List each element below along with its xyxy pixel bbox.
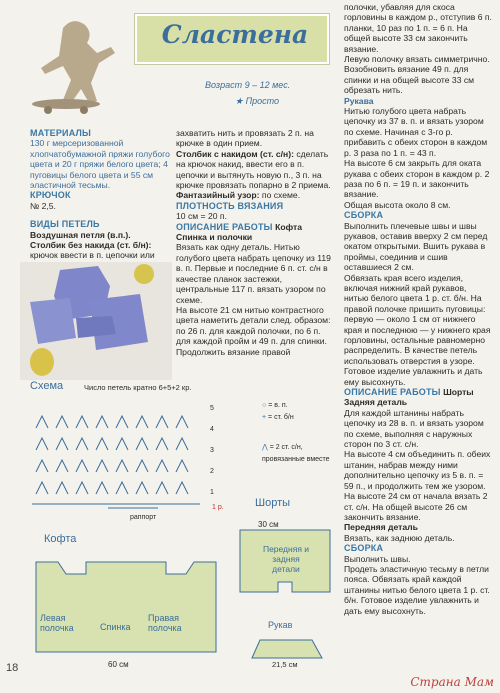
desc-heading: ОПИСАНИЕ РАБОТЫ	[176, 221, 273, 232]
loop-stbn: Столбик без накида (ст. б/н):	[30, 240, 152, 251]
right-p8: На высоте 4 см объединить п. обеих штанин, набрав между ними дополнительно цепочку из 5 в. п. = 59 п., и продолжить тем же узором. На высоте 24 см от начала вязать 2 ст. с/н. На общей высоте 26 см закончить вязание.	[344, 449, 491, 522]
right-p10: Выполнить швы.	[344, 553, 411, 564]
scheme-note: Число петель кратно 6+5+2 кр.	[84, 383, 192, 392]
right-p4b: Общая высота около 8 см.	[344, 199, 451, 210]
left-column	[30, 128, 170, 271]
page-title: Сластена	[161, 20, 309, 49]
right-p1: полочки, убавляя для скоса горловины в каждом р., отступив 6 п. планки, 10 раз по 1 п. = 6 п. На общей высоте 33 см закончить вязание.	[344, 2, 492, 54]
right-front-label: Правая полочка	[148, 613, 182, 633]
desc-kofta: Кофта	[275, 221, 302, 232]
scheme-row-numbers: 5 4 3 2 1	[210, 405, 214, 496]
child-skateboard-illustration	[18, 8, 138, 118]
shorty-title: Шорты	[255, 497, 291, 509]
sleeve-pattern	[248, 634, 326, 660]
right-p11: Продеть эластичную тесьму в петли пояса. Обвязать край каждой штанины нитью белого цвета 1 р. ст. б/н. Готовое изделие увлажнить и дать ему высохнуть.	[344, 563, 490, 616]
scheme-title: Схема	[30, 380, 64, 392]
right-p9: Вязать, как заднюю деталь.	[344, 532, 455, 543]
stsn-text: сделать на крючок накид, ввести его в п. цепочки и вытянуть новую п., 3 п. на крючке провязать попарно в 2 приема.	[176, 148, 331, 191]
assembly-heading: СБОРКА	[344, 210, 384, 221]
front-detail-heading: Передняя деталь	[344, 522, 418, 533]
product-photo	[20, 262, 172, 380]
middle-column	[176, 128, 336, 357]
back-detail-heading: Задняя деталь	[344, 397, 408, 408]
loops-heading: ВИДЫ ПЕТЕЛЬ	[30, 219, 100, 230]
shorty-width: 30 см	[258, 520, 279, 529]
age-text: Возраст 9 – 12 мес.	[205, 80, 291, 90]
first-row-label: 1 р.	[212, 504, 224, 511]
right-column	[344, 2, 492, 616]
loop-vp: Воздушная петля (в.п.).	[30, 229, 131, 240]
mid-p1: захватить нить и провязать 2 п. на крючке в один прием.	[176, 128, 314, 149]
hook-heading: КРЮЧОК	[30, 190, 71, 201]
assembly2-heading: СБОРКА	[344, 543, 384, 554]
sleeve-title: Рукав	[268, 620, 293, 630]
kofta-pattern	[26, 560, 226, 658]
desc-shorty: Шорты	[443, 387, 474, 398]
mid-p6: Продолжить вязание правой	[176, 346, 291, 357]
kofta-title: Кофта	[44, 533, 77, 545]
density-heading: ПЛОТНОСТЬ ВЯЗАНИЯ	[176, 200, 284, 211]
shorty-label: Передняя и задняя детали	[262, 544, 310, 574]
star-icon: ★	[235, 96, 246, 106]
back-label: Спинка	[100, 622, 131, 632]
pattern-text: по схеме.	[261, 190, 301, 201]
kofta-width: 60 см	[108, 660, 129, 669]
materials-text: 130 г мерсеризованной хлопчатобумажной пряжи голубого цвета и 20 г пряжи белого цвета; 4 пуговицы белого цвета и 55 см эластичной тесьмы.	[30, 138, 170, 191]
mid-p5: На высоте 21 см нитью контрастного цвета наметить детали след. образом: по 26 п. для каждой полочки, по 6 п. для каждой пройм и 49 п. для спинки.	[176, 304, 331, 347]
watermark: Страна Мам	[410, 675, 494, 689]
page-number: 18	[6, 662, 19, 674]
density-text: 10 см = 20 п.	[176, 211, 227, 222]
hook-text: № 2,5.	[30, 200, 56, 211]
loop-stbn-text: крючок ввести в п. цепочки или	[30, 250, 155, 261]
right-p6: Обвязать края всего изделия, включая нижний край рукавов, нитью белого цвета 1 р. ст. б/н. На правой полочке пришить пуговицы: первую — около 1 см от нижнего края и последнюю — у нижнего края горловины, остальные равномерно распределить. В качестве петель использовать отверстия в узоре. Готовое изделие увлажнить и дать ему высохнуть.	[344, 272, 491, 387]
back-fronts-heading: Спинка и полочки	[176, 232, 253, 243]
level-text: ★ Просто	[235, 96, 280, 106]
knitted-items-image	[20, 262, 172, 380]
stitch-scheme	[28, 394, 208, 526]
rapport-label: раппорт	[130, 514, 157, 521]
pattern-label: Фантазийный узор:	[176, 190, 260, 201]
right-p7: Для каждой штанины набрать цепочку из 28 в. п. и вязать узором по схеме, выполняя с наружных сторон по 3 ст. с/н.	[344, 407, 484, 450]
desc2-heading: ОПИСАНИЕ РАБОТЫ	[344, 387, 441, 398]
right-p5: Выполнить плечевые швы и швы рукавов, оставив вверху 2 см перед окатом открытыми. Вшить рукава в проймы, соединив и сшив оставшиеся 2 см.	[344, 220, 488, 273]
right-p3: Нитью голубого цвета набрать цепочку из 37 в. п. и вязать узором по схеме. Начиная с 3-го р. прибавить с обеих сторон в каждом р. 3 раза по 1 п. = 43 п.	[344, 106, 488, 158]
stsn-label: Столбик с накидом (ст. с/н):	[176, 148, 294, 159]
sleeve-width: 21,5 см	[272, 660, 298, 669]
scheme-legend: ○ = в. п. + = ст. б/н ⋀ = 2 ст. с/н, провязанные вместе	[262, 402, 330, 463]
right-p4: На высоте 6 см закрыть для оката рукава с обеих сторон в каждом р. 2 раза по 6 п. = 19 п. и закончить вязание.	[344, 158, 490, 200]
mid-p4: Вязать как одну деталь. Нитью голубого цвета набрать цепочку из 119 в. п. Первые и последние 6 п. ст. с/н в качестве планок застежки, центральные 117 п. вязать узором по схеме.	[176, 242, 331, 305]
right-p2: Левую полочку вязать симметрично. Возобновить вязание 49 п. для спинки и на общей высоте 33 см обрезать нить.	[344, 54, 490, 96]
sleeve-heading: Рукава	[344, 95, 374, 106]
materials-heading: МАТЕРИАЛЫ	[30, 128, 92, 138]
left-front-label: Левая полочка	[40, 613, 74, 633]
